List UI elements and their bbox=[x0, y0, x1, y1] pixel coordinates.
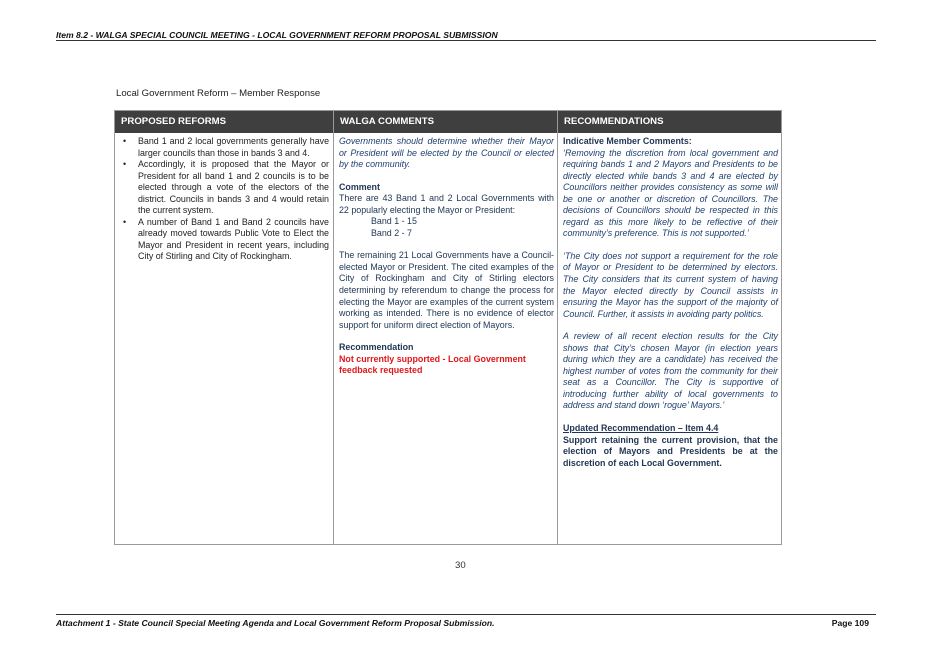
page-number: 30 bbox=[455, 560, 466, 571]
band-1-count: Band 1 - 15 bbox=[371, 216, 417, 227]
member-comment-3: A review of all recent election results for the City shows that City’s chosen Mayor (in election years during which they are a candidate) has received the highest number of votes from the community for their seat as a Councillor. The City is supportive of introducing further ability of local governments to address and stand down ‘rogue’ Mayors.’ bbox=[563, 331, 778, 411]
reform-table bbox=[114, 110, 782, 545]
header-recommendations: RECOMMENDATIONS bbox=[564, 116, 664, 127]
recommendations-cell bbox=[563, 136, 778, 469]
comment-heading: Comment bbox=[339, 181, 380, 192]
list-item: • Band 1 and 2 local governments generally have larger councils than those in bands 3 and 4. bbox=[119, 136, 329, 159]
comment-text: There are 43 Band 1 and 2 Local Governments with 22 popularly electing the Mayor or President: bbox=[339, 193, 554, 215]
document-header: Item 8.2 - WALGA SPECIAL COUNCIL MEETING - LOCAL GOVERNMENT REFORM PROPOSAL SUBMISSION bbox=[56, 30, 498, 40]
header-rule bbox=[56, 40, 876, 41]
band-2-count: Band 2 - 7 bbox=[371, 227, 412, 238]
walga-intro: Governments should determine whether their Mayor or President will be elected by the Council or elected by the community. bbox=[339, 136, 554, 170]
column-divider bbox=[557, 111, 558, 544]
header-walga-comments: WALGA COMMENTS bbox=[340, 116, 434, 127]
recommendation-text: Not currently supported - Local Government feedback requested bbox=[339, 353, 526, 376]
remaining-text: The remaining 21 Local Governments have a Council-elected Mayor or President. The cited examples of the City of Rockingham and City of Stirling electors determining by referendum to change the process for electing the Mayor are examples of the current system working as intended. There is no evidence of elector support for uniform direct election of Mayors. bbox=[339, 250, 554, 330]
updated-recommendation-heading: Updated Recommendation – Item 4.4 bbox=[563, 423, 719, 434]
list-item: • A number of Band 1 and Band 2 councils have already moved towards Public Vote to Elect the Mayor and President in recent years, including City of Stirling and City of Rockingham. bbox=[119, 217, 329, 263]
member-comment-2: ‘The City does not support a requirement for the role of Mayor or President to be determined by electors. The City considers that its current system of having the Mayor elected directly by Council assists in ensuring the Mayor has the support of the majority of Council. Further, it assists in avoiding party politics. bbox=[563, 250, 778, 319]
column-divider bbox=[333, 111, 334, 544]
footer-rule bbox=[56, 614, 876, 615]
indicative-comments-heading: Indicative Member Comments: bbox=[563, 136, 692, 146]
member-comment-1: ‘Removing the discretion from local government and requiring bands 1 and 2 Mayors and Presidents to be directly elected while bands 3 and 4 are elected by Councillors neither provides consistency as some will be one or another or discretion of Councillors. The decisions of Councillors should be respected in this regard as this more likely to be reflective of their community’s preference. This is not supported.’ bbox=[563, 147, 778, 239]
proposed-reforms-cell bbox=[119, 136, 329, 263]
header-proposed-reforms: PROPOSED REFORMS bbox=[121, 116, 227, 127]
recommendation-heading: Recommendation bbox=[339, 342, 414, 353]
table-header-row bbox=[115, 111, 781, 133]
footer-page-number: Page 109 bbox=[831, 618, 869, 628]
walga-comments-cell bbox=[339, 136, 554, 377]
updated-recommendation-text: Support retaining the current provision, that the election of Mayors and Presidents be at the discretion of each Local Government. bbox=[563, 434, 778, 468]
page-subtitle: Local Government Reform – Member Response bbox=[116, 88, 321, 99]
document-footer: Attachment 1 - State Council Special Meeting Agenda and Local Government Reform Proposal Submission. bbox=[56, 618, 495, 628]
list-item: • Accordingly, it is proposed that the Mayor or President for all band 1 and 2 councils is to be elected through a vote of the electors of the district. Councils in bands 3 and 4 would retain the current system. bbox=[119, 159, 329, 217]
